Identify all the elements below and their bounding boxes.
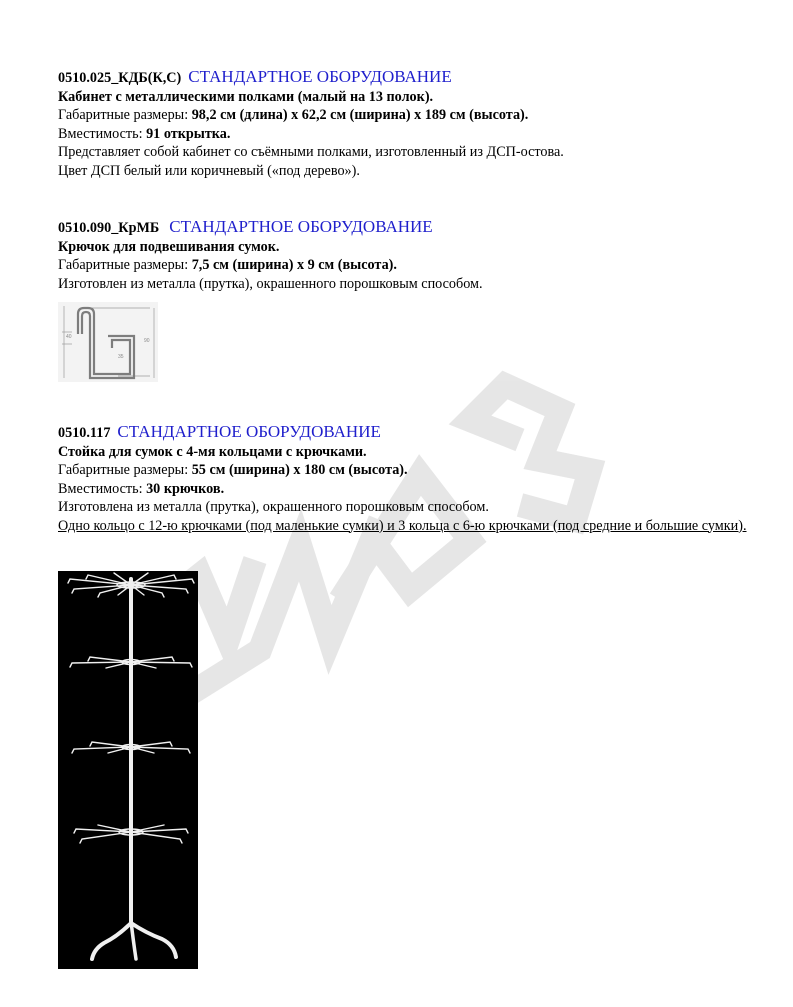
product-capacity [58,125,748,144]
capacity-value: 91 открытка. [146,125,231,142]
product-description: Изготовлена из металла (прутка), окрашенного порошковым способом. [58,499,489,515]
product-description: Изготовлен из металла (прутка), окрашенного порошковым способом. [58,275,483,292]
product-code: 0510.090_КрМБ [58,220,160,236]
product-header [58,68,748,88]
product-code: 0510.117 [58,425,111,441]
capacity-label: Вместимость: [58,125,147,142]
dimensions-value: 55 см (ширина) х 180 см (высота). [191,462,408,478]
product-note: Одно кольцо с 12-ю крючками (под маленькие сумки) и 3 кольца с 6-ю крючками (под средние и большие сумки). [58,517,747,534]
product-block [58,218,748,293]
product-description: Цвет ДСП белый или коричневый («под дерево»). [58,162,360,179]
dimensions-label: Габаритные размеры: [58,107,192,123]
svg-text:40: 40 [66,334,72,340]
product-block [58,423,748,535]
dimensions-value: 98,2 см (длина) х 62,2 см (ширина) х 189 см (высота). [191,107,529,123]
product-description: Представляет собой кабинет со съёмными полками, изготовленный из ДСП-остова. [58,144,564,160]
product-capacity [58,480,748,499]
product-dimensions [58,461,748,480]
product-code: 0510.025_КДБ(К,С) [58,70,182,86]
product-title: Стойка для сумок с 4-мя кольцами с крючками. [58,443,367,460]
product-dimensions [58,106,748,125]
product-title: Кабинет с металлическими полками (малый на 13 полок). [58,88,434,105]
product-dimensions [58,256,748,275]
svg-text:90: 90 [144,338,150,344]
hook-diagram-image [58,302,158,382]
product-block [58,68,748,180]
product-header [58,423,748,443]
capacity-value: 30 крючков. [146,480,225,497]
product-category: СТАНДАРТНОЕ ОБОРУДОВАНИЕ [169,217,433,236]
product-title: Крючок для подвешивания сумок. [58,238,280,255]
dimensions-label: Габаритные размеры: [58,462,192,478]
product-category: СТАНДАРТНОЕ ОБОРУДОВАНИЕ [188,67,452,86]
bag-stand-photo [58,571,198,969]
svg-text:35: 35 [118,354,124,360]
dimensions-value: 7,5 см (ширина) х 9 см (высота). [191,257,397,273]
product-category: СТАНДАРТНОЕ ОБОРУДОВАНИЕ [117,422,381,441]
capacity-label: Вместимость: [58,480,147,497]
dimensions-label: Габаритные размеры: [58,257,192,273]
product-header [58,218,748,238]
